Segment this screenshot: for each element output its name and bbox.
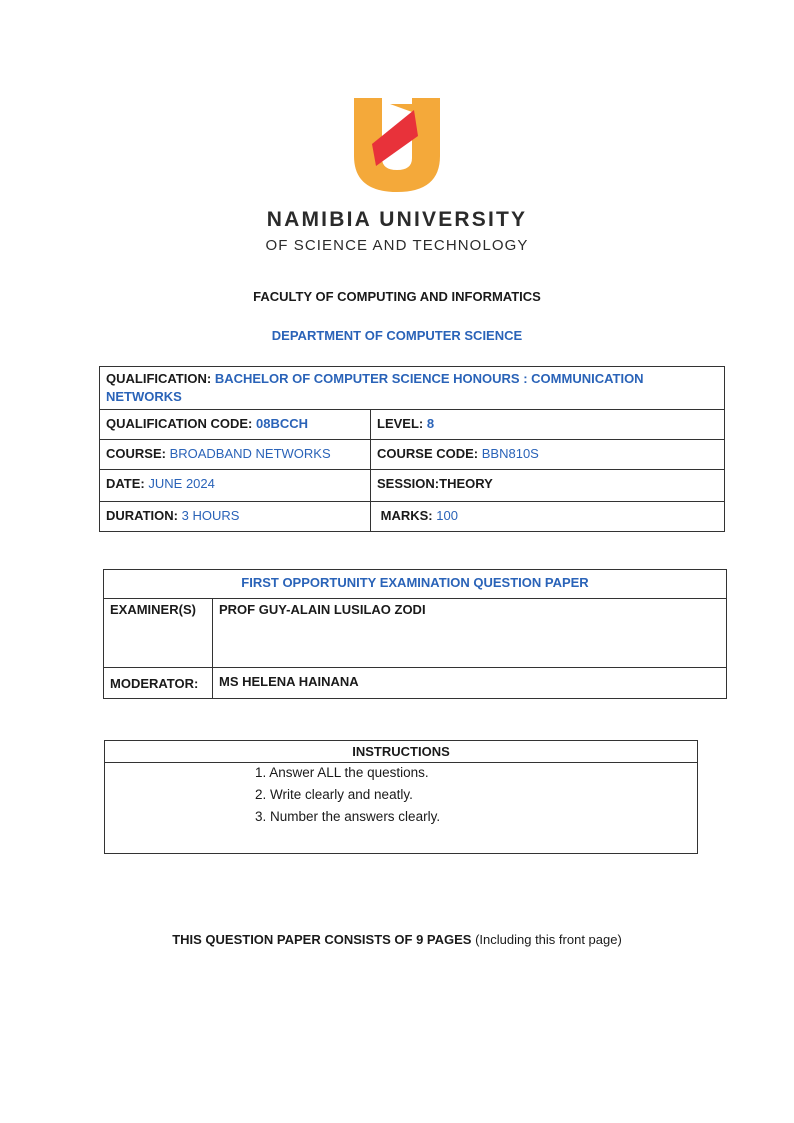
course-label: COURSE:: [106, 446, 166, 461]
course-cell: [100, 440, 371, 470]
level-value: 8: [426, 416, 435, 431]
qualification-code-cell: [100, 410, 371, 440]
instruction-item: 2. Write clearly and neatly.: [255, 787, 413, 802]
university-subtitle: OF SCIENCE AND TECHNOLOGY: [265, 237, 529, 254]
duration-cell: [100, 502, 371, 532]
examiner-label: EXAMINER(S): [104, 599, 213, 668]
course-value: BROADBAND NETWORKS: [169, 446, 331, 461]
university-name: NAMIBIA UNIVERSITY: [266, 208, 528, 231]
course-code-value: BBN810S: [481, 446, 539, 461]
examiner-value: PROF GUY-ALAIN LUSILAO ZODI: [213, 599, 727, 668]
university-logo: [352, 96, 442, 194]
date-cell: [100, 470, 371, 502]
qualification-value: BACHELOR OF COMPUTER SCIENCE HONOURS : COMMUNICATION NETWORKS: [106, 371, 644, 404]
page-count-note: [0, 932, 794, 947]
qualification-code-label: QUALIFICATION CODE:: [106, 416, 253, 431]
qualification-code-value: 08BCCH: [255, 416, 308, 431]
course-code-label: COURSE CODE:: [377, 446, 479, 461]
marks-label: MARKS:: [380, 508, 433, 523]
marks-cell: [371, 502, 725, 532]
session-label: SESSION:: [377, 476, 440, 491]
page-count-normal: (Including this front page): [471, 932, 622, 947]
faculty-heading: FACULTY OF COMPUTING AND INFORMATICS: [253, 289, 541, 304]
date-label: DATE:: [106, 476, 145, 491]
instruction-item: 3. Number the answers clearly.: [255, 809, 441, 824]
instructions-box: [104, 740, 698, 854]
qualification-table: [99, 366, 725, 532]
instruction-item: 1. Answer ALL the questions.: [255, 765, 429, 780]
session-cell: [371, 470, 725, 502]
moderator-value: MS HELENA HAINANA: [213, 668, 727, 699]
qualification-cell: [100, 367, 725, 410]
exam-table: [103, 569, 727, 699]
qualification-label: QUALIFICATION:: [106, 371, 212, 386]
moderator-label: MODERATOR:: [104, 668, 213, 699]
session-value: THEORY: [439, 476, 493, 491]
instructions-title: INSTRUCTIONS: [105, 741, 697, 763]
marks-value: 100: [436, 508, 458, 523]
course-code-cell: [371, 440, 725, 470]
department-heading: DEPARTMENT OF COMPUTER SCIENCE: [271, 328, 523, 343]
duration-label: DURATION:: [106, 508, 178, 523]
level-cell: [371, 410, 725, 440]
duration-value: 3 HOURS: [181, 508, 240, 523]
page-count-bold: THIS QUESTION PAPER CONSISTS OF 9 PAGES: [172, 932, 472, 947]
level-label: LEVEL:: [377, 416, 424, 431]
date-value: JUNE 2024: [148, 476, 215, 491]
exam-title: FIRST OPPORTUNITY EXAMINATION QUESTION PAPER: [104, 570, 727, 599]
